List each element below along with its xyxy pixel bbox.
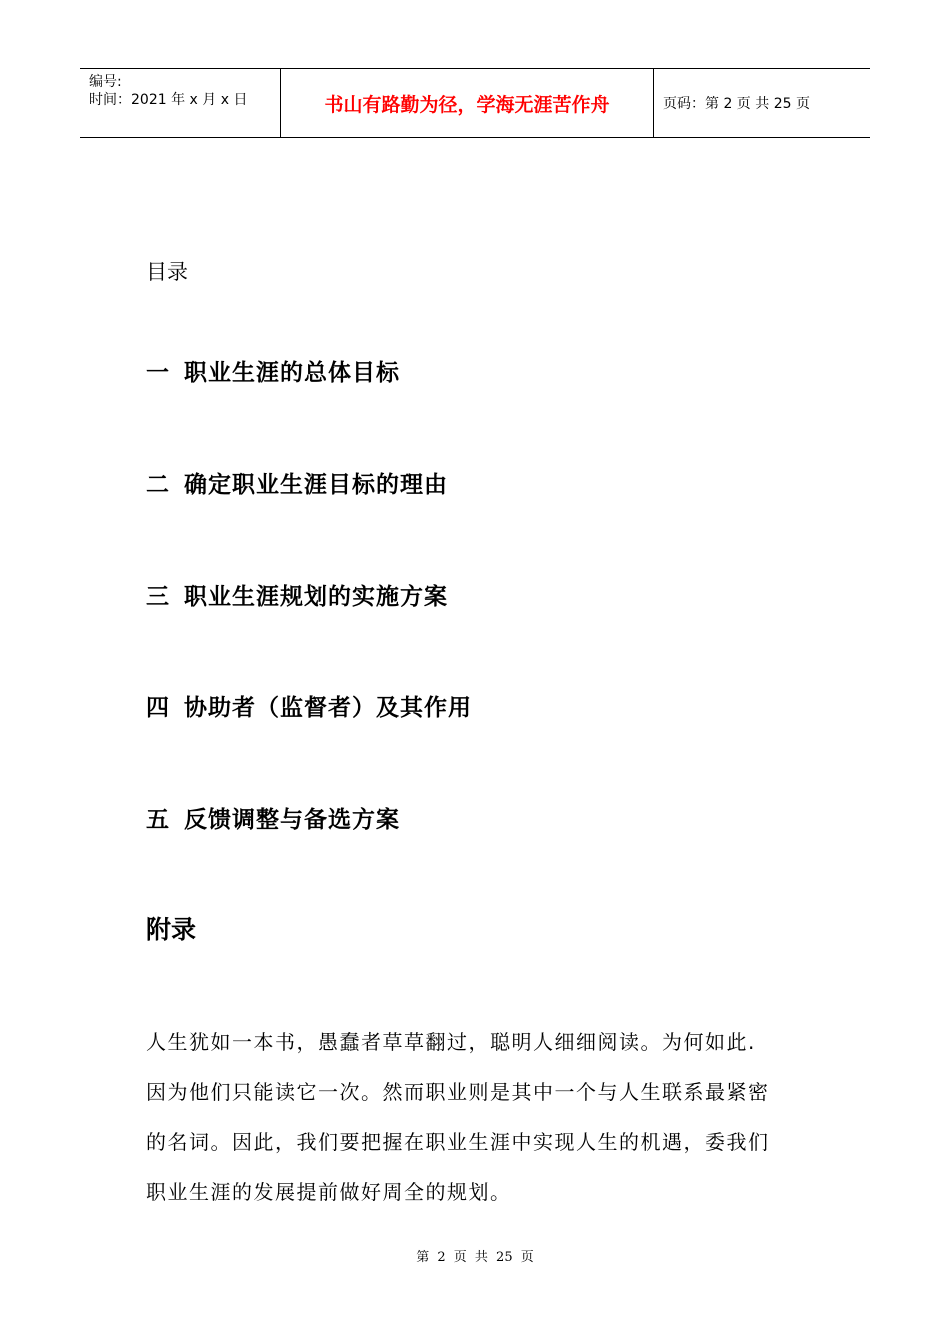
toc-item-text: 确定职业生涯目标的理由 xyxy=(184,472,448,498)
header-meta xyxy=(80,69,280,137)
toc-item xyxy=(146,801,400,834)
toc-title: 目录 xyxy=(146,260,188,284)
toc-item-text: 反馈调整与备选方案 xyxy=(184,807,400,833)
page-header xyxy=(80,68,870,138)
toc-item xyxy=(146,354,400,387)
appendix-heading: 附录 xyxy=(146,915,197,944)
toc-item xyxy=(146,578,448,611)
toc-item-number: 二 xyxy=(146,472,170,498)
body-line: 职业生涯的发展提前做好周全的规划。 xyxy=(146,1180,512,1204)
header-page-cell xyxy=(654,69,870,137)
header-motto-cell xyxy=(280,69,654,137)
toc-item-text: 职业生涯规划的实施方案 xyxy=(184,584,448,610)
toc-item-text: 职业生涯的总体目标 xyxy=(184,360,400,386)
header-page-info: 页码：第 2 页 共 25 页 xyxy=(663,96,810,112)
page-footer: 第 2 页 共 25 页 xyxy=(416,1250,534,1265)
body-line: 人生犹如一本书，愚蠢者草草翻过，聪明人细细阅读。为何如此. xyxy=(146,1030,756,1054)
toc-item-number: 三 xyxy=(146,584,170,610)
toc-item xyxy=(146,689,472,722)
toc-item-number: 一 xyxy=(146,360,170,386)
motto-text: 书山有路勤为径，学海无涯苦作舟 xyxy=(324,93,610,116)
toc-item-text: 协助者（监督者）及其作用 xyxy=(184,695,472,721)
toc-item-number: 五 xyxy=(146,807,170,833)
body-line: 的名词。因此，我们要把握在职业生涯中实现人生的机遇，委我们 xyxy=(146,1130,770,1154)
body-line: 因为他们只能读它一次。然而职业则是其中一个与人生联系最紧密 xyxy=(146,1080,770,1104)
toc-item xyxy=(146,466,448,499)
date-label: 时间：2021 年 x 月 x 日 xyxy=(89,92,248,108)
number-label: 编号: xyxy=(89,74,122,90)
toc-item-number: 四 xyxy=(146,695,170,721)
